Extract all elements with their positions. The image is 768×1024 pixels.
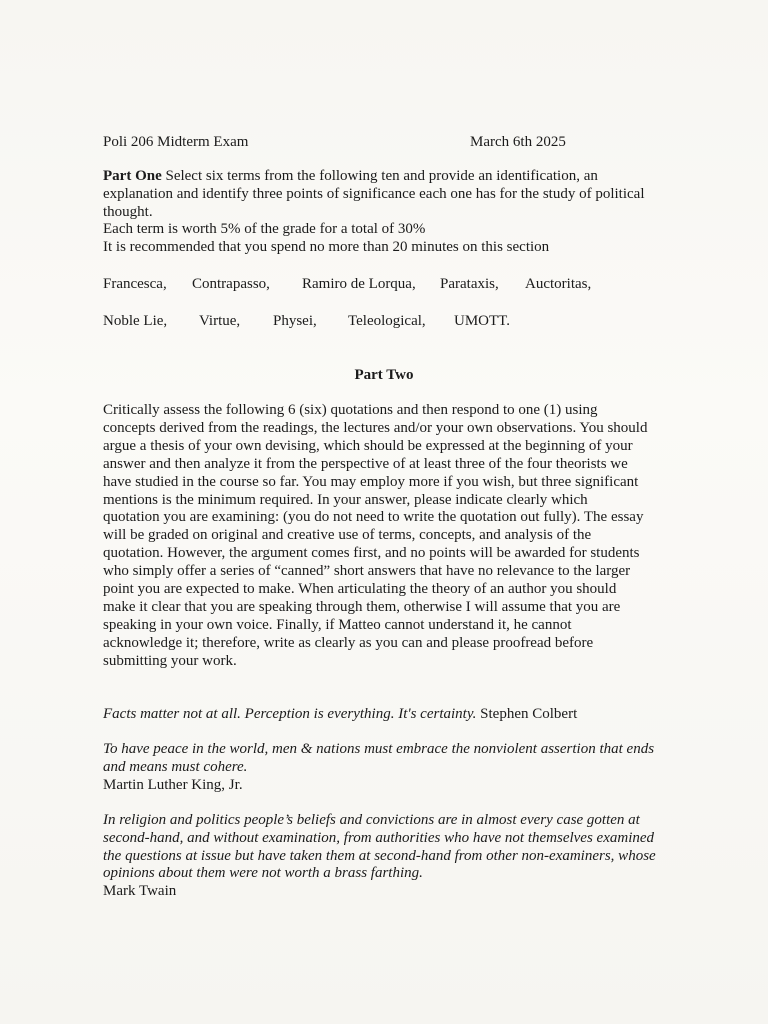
- exam-date: March 6th 2025: [470, 134, 566, 150]
- quotation-text: To have peace in the world, men & nations must embrace the nonviolent assertion that ends and means must cohere.: [103, 741, 655, 775]
- quotation-2: [103, 741, 658, 794]
- term: Ramiro de Lorqua,: [302, 276, 416, 292]
- part-two-instructions: Critically assess the following 6 (six) quotations and then respond to one (1) using concepts derived from the readings, the lectures and/or your own observations. You should argue a thesis of your own devising, which should be expressed at the beginning of your answer and then analyze it from the perspective of at least three of the four theorists we have studied in the course so far. You may employ more if you wish, but three significant mentions is the minimum required. In your answer, please indicate clearly which quotation you are examining: (you do not need to write the quotation out fully). The essay will be graded on original and creative use of terms, concepts, and analysis of the quotation. However, the argument comes first, and no points will be awarded for students who simply offer a series of “canned” short answers that have no relevance to the larger point you are expected to make. When articulating the theory of an author you should make it clear that you are speaking through them, otherwise I will assume that you are speaking in your own voice. Finally, if Matteo cannot understand it, he cannot acknowledge it; therefore, write as clearly as you can and please proofread before submitting your work.: [103, 402, 648, 669]
- part-one-grading: Each term is worth 5% of the grade for a total of 30%: [103, 221, 426, 238]
- term: Parataxis,: [440, 276, 499, 292]
- term: Virtue,: [199, 313, 241, 329]
- part-one-time: It is recommended that you spend no more than 20 minutes on this section: [103, 239, 550, 256]
- quotation-text: In religion and politics people’s beliefs and convictions are in almost every case gotten at second-hand, and without examination, from authorities who have not themselves examined the questions at issue but have taken them at second-hand from other non-examiners, whose opinions about them were not worth a brass farthing.: [103, 812, 656, 882]
- quotation-text: Facts matter not at all. Perception is everything. It's certainty.: [103, 706, 477, 722]
- quotation-3: [103, 812, 658, 901]
- term: UMOTT.: [454, 313, 510, 329]
- quotation-author: Stephen Colbert: [480, 706, 578, 722]
- part-one-label: Part One: [103, 168, 162, 184]
- quotation-1: [103, 706, 658, 724]
- term: Teleological,: [348, 313, 426, 329]
- part-two-title: Part Two: [354, 367, 414, 383]
- course-title: Poli 206 Midterm Exam: [103, 134, 249, 150]
- term: Francesca,: [103, 276, 167, 292]
- part-one-instructions: Select six terms from the following ten and provide an identification, an explanation and identify three points of significance each one has for the study of political thought.: [103, 168, 645, 220]
- term: Physei,: [273, 313, 317, 329]
- term: Noble Lie,: [103, 313, 168, 329]
- term: Auctoritas,: [525, 276, 592, 292]
- term: Contrapasso,: [192, 276, 270, 292]
- quotation-author: Mark Twain: [103, 883, 177, 900]
- quotation-author: Martin Luther King, Jr.: [103, 776, 243, 793]
- part-one-section: [103, 168, 648, 257]
